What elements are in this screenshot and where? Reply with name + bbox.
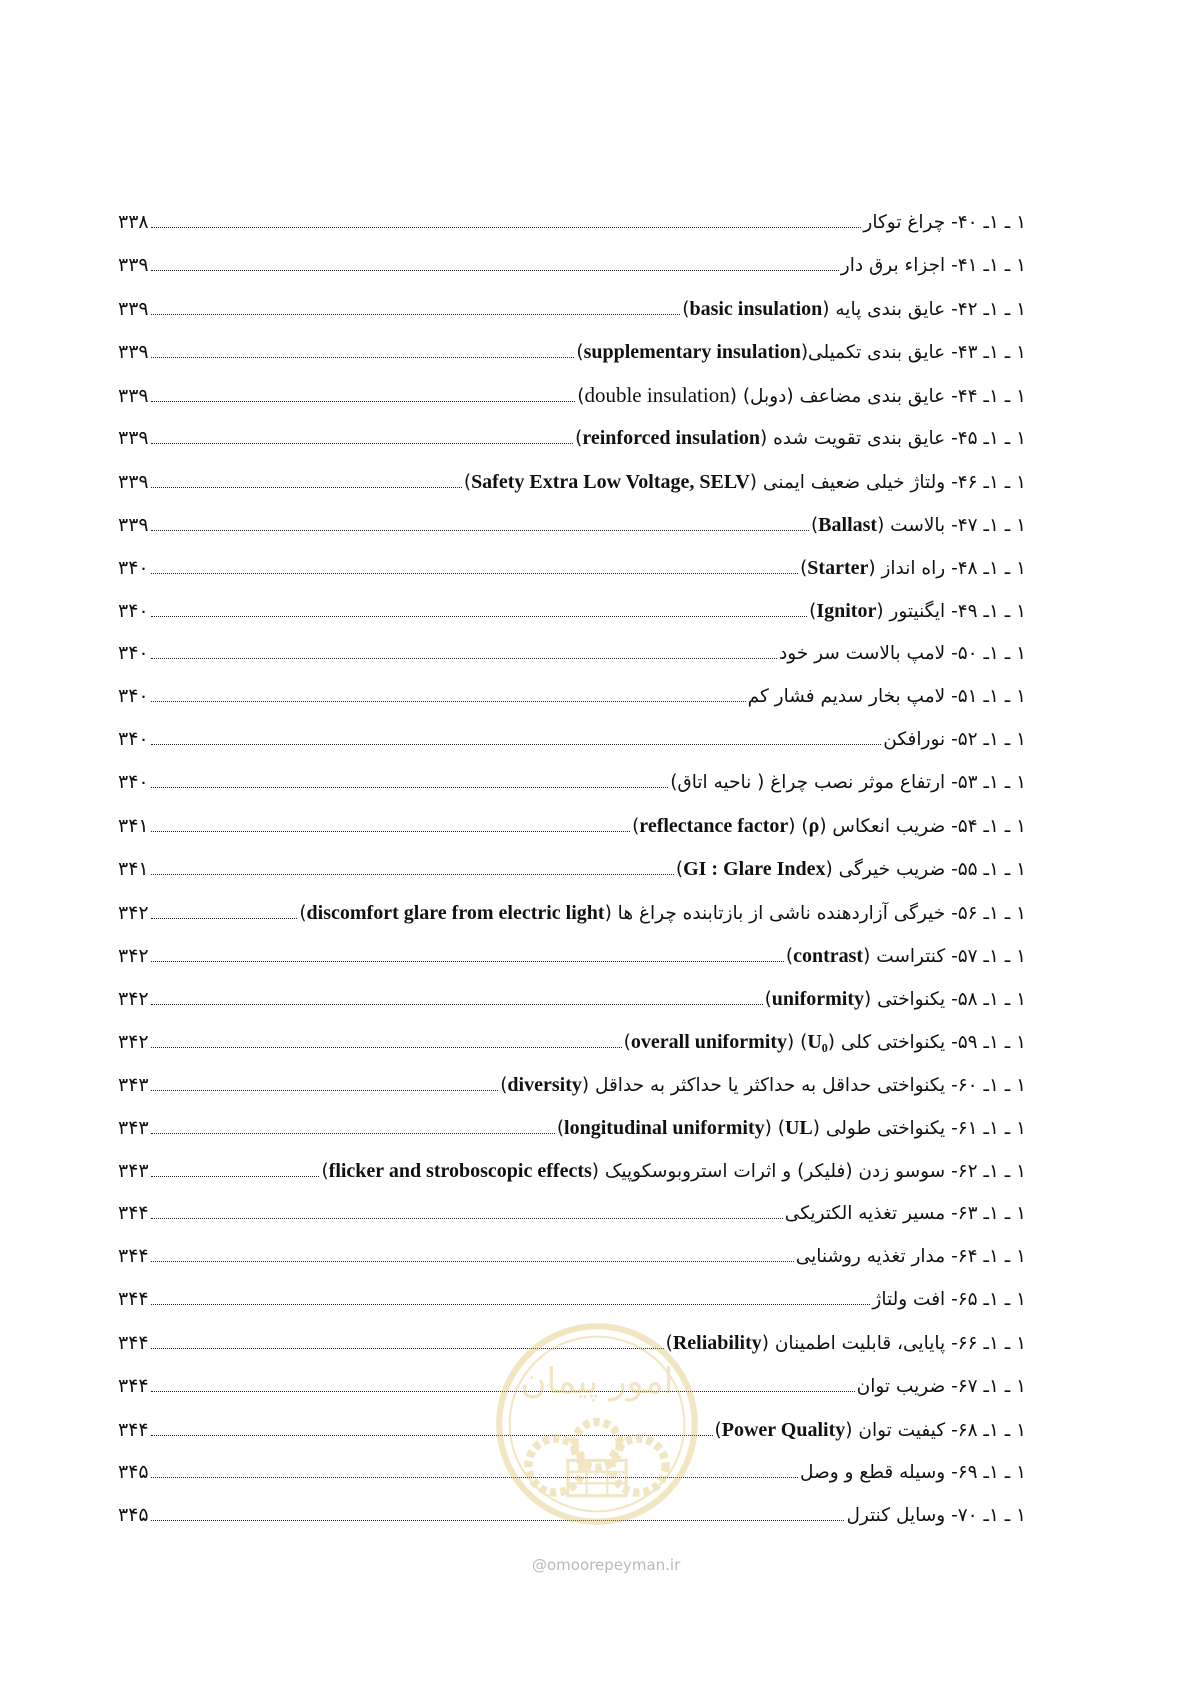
toc-entry-title xyxy=(575,428,1026,449)
dot-leader xyxy=(151,1217,783,1219)
toc-entry-text: ) xyxy=(714,1419,722,1441)
toc-entry-english-term: overall uniformity xyxy=(630,1030,787,1053)
toc-page-number: ۳۴۲ xyxy=(118,901,149,924)
toc-entry-english-term: reflectance factor xyxy=(639,815,789,838)
dot-leader xyxy=(151,1046,622,1048)
toc-entry-title xyxy=(557,1118,1026,1139)
toc-entry-text: نورافکن xyxy=(883,729,952,751)
toc-entry-title xyxy=(676,859,1026,880)
toc-entry-title xyxy=(841,257,1026,276)
toc-entry-number: ۱ ـ ۱ـ ۶۹- xyxy=(951,1461,1026,1483)
toc-entry-text: ) xyxy=(810,514,819,536)
toc-entry-text: چراغ توکار xyxy=(863,212,952,233)
toc-page-number: ۳۴۲ xyxy=(118,1030,149,1053)
toc-entry[interactable] xyxy=(118,299,1026,342)
toc-entry-number: ۱ ـ ۱ـ ۴۹- xyxy=(951,600,1026,622)
toc-entry-title xyxy=(856,1375,1026,1397)
toc-entry-text: ) xyxy=(575,428,583,450)
dot-leader xyxy=(151,615,807,617)
toc-entry[interactable] xyxy=(118,601,1026,644)
toc-entry-english-term: Safety Extra Low Voltage, SELV xyxy=(471,470,750,493)
toc-entry[interactable] xyxy=(118,256,1026,299)
toc-entry[interactable] xyxy=(118,816,1026,859)
toc-page-number: ۳۴۱ xyxy=(118,858,149,881)
toc-entry-english-term: uniformity xyxy=(771,987,864,1010)
toc-entry-number: ۱ ـ ۱ـ ۶۷- xyxy=(951,1375,1026,1397)
dot-leader xyxy=(151,1132,555,1134)
dot-leader xyxy=(151,442,574,444)
dot-leader xyxy=(151,786,669,788)
toc-entry-text: ضریب خیرگی ( xyxy=(825,859,952,881)
toc-entry-number: ۱ ـ ۱ـ ۴۰- xyxy=(951,212,1026,233)
toc-entry-number: ۱ ـ ۱ـ ۶۲- xyxy=(951,1161,1026,1183)
toc-entry-text: ) xyxy=(665,1333,673,1355)
toc-page-number: ۳۴۰ xyxy=(118,728,149,751)
toc-entry-title xyxy=(786,946,1026,967)
toc-entry-text: ) xyxy=(299,902,307,924)
toc-entry-title xyxy=(765,989,1026,1010)
toc-entry-number: ۱ ـ ۱ـ ۶۰- xyxy=(951,1074,1026,1096)
toc-entry-text: ولتاژ خیلی ضعیف ایمنی ( xyxy=(749,471,952,493)
dot-leader xyxy=(151,486,462,488)
toc-entry-title xyxy=(846,1504,1026,1526)
toc-page-number: ۳۳۹ xyxy=(118,298,149,321)
dot-leader xyxy=(151,572,798,574)
toc-page-number: ۳۴۴ xyxy=(118,1245,149,1268)
toc-entry-title xyxy=(299,903,1026,924)
toc-entry-text: ارتفاع موثر نصب چراغ ( ناحیه اتاق) xyxy=(670,772,952,794)
toc-entry[interactable] xyxy=(118,903,1026,946)
toc-entry-number: ۱ ـ ۱ـ ۴۲- xyxy=(951,299,1026,321)
toc-page-number: ۳۳۸ xyxy=(118,211,149,233)
toc-entry-text: یکنواختی حداقل به حداکثر یا حداکثر به حداقل ( xyxy=(581,1074,952,1096)
toc-entry[interactable] xyxy=(118,342,1026,385)
toc-entry-number: ۱ ـ ۱ـ ۴۱- xyxy=(951,255,1026,277)
toc-entry[interactable] xyxy=(118,773,1026,816)
toc-entry-number: ۱ ـ ۱ـ ۴۳- xyxy=(951,342,1026,364)
toc-entry-title xyxy=(576,342,1026,363)
toc-entry-title xyxy=(800,1461,1026,1483)
dot-leader xyxy=(151,529,809,531)
toc-page-number: ۳۳۹ xyxy=(118,470,149,493)
toc-entry-text: ) xyxy=(785,945,794,967)
toc-entry-title xyxy=(715,1420,1026,1441)
toc-entry-number: ۱ ـ ۱ـ ۶۶- xyxy=(951,1333,1026,1355)
toc-entry-text: کیفیت توان ( xyxy=(845,1419,952,1441)
dot-leader xyxy=(151,700,746,702)
toc-entry-text: عایق بندی تقویت شده ( xyxy=(759,428,952,450)
dot-leader xyxy=(151,313,681,315)
toc-entry-number: ۱ ـ ۱ـ ۶۸- xyxy=(951,1419,1026,1441)
toc-entry[interactable] xyxy=(118,1075,1026,1118)
toc-entry-number: ۱ ـ ۱ـ ۵۰- xyxy=(951,642,1026,664)
toc-entry-english-term: Ballast xyxy=(818,513,878,536)
toc-entry-text: ) xyxy=(800,557,808,579)
toc-entry[interactable] xyxy=(118,1118,1026,1161)
toc-entry-english-term: contrast xyxy=(793,944,864,967)
toc-entry-number: ۱ ـ ۱ـ ۵۵- xyxy=(951,859,1026,881)
toc-entry-title xyxy=(872,1291,1026,1310)
toc-entry-text: عایق بندی تکمیلی( xyxy=(800,342,952,364)
toc-page-number: ۳۴۵ xyxy=(118,1460,149,1483)
toc-entry-text: ) xyxy=(682,299,690,321)
dot-leader xyxy=(151,1303,871,1305)
toc-entry-text: عایق بندی مضاعف (دوبل) ( xyxy=(729,386,952,408)
toc-page-number: ۳۴۳ xyxy=(118,1116,149,1139)
dot-leader xyxy=(151,743,882,745)
dot-leader xyxy=(151,830,630,832)
toc-page-number: ۳۳۹ xyxy=(118,513,149,536)
toc-entry[interactable] xyxy=(118,515,1026,558)
toc-entry-text: ضریب توان xyxy=(856,1375,952,1397)
toc-entry-number: ۱ ـ ۱ـ ۴۷- xyxy=(951,514,1026,536)
toc-entry-english-term: UL xyxy=(784,1116,813,1139)
toc-entry-text: ) xyxy=(321,1161,329,1183)
toc-entry[interactable] xyxy=(118,859,1026,902)
toc-entry-text: اجزاء برق دار xyxy=(840,255,952,277)
toc-entry[interactable] xyxy=(118,1032,1026,1075)
toc-entry-text: کنتراست ( xyxy=(863,945,952,967)
toc-entry[interactable] xyxy=(118,472,1026,515)
toc-page-number: ۳۴۲ xyxy=(118,987,149,1010)
toc-entry-text: ) ( xyxy=(764,1117,785,1139)
toc-entry[interactable] xyxy=(118,730,1026,773)
toc-entry-title xyxy=(778,642,1026,664)
toc-entry-english-term: flicker and stroboscopic effects xyxy=(328,1160,592,1183)
dot-leader xyxy=(151,269,839,271)
toc-entry-title xyxy=(748,688,1026,707)
dot-leader xyxy=(151,1003,763,1005)
toc-page-number: ۳۴۳ xyxy=(118,1073,149,1096)
toc-entry-number: ۱ ـ ۱ـ ۵۹- xyxy=(951,1031,1026,1053)
toc-entry-number: ۱ ـ ۱ـ ۴۵- xyxy=(951,428,1026,450)
toc-page-number: ۳۳۹ xyxy=(118,427,149,450)
toc-entry-text: یکنواختی طولی ( xyxy=(812,1117,952,1139)
toc-entry-number: ۱ ـ ۱ـ ۵۸- xyxy=(951,988,1026,1010)
toc-entry-number: ۱ ـ ۱ـ ۵۶- xyxy=(951,902,1026,924)
toc-entry-title xyxy=(682,299,1026,320)
toc-page-number: ۳۴۰ xyxy=(118,556,149,579)
watermark-logo-icon xyxy=(493,1320,701,1528)
toc-entry-title xyxy=(666,1333,1026,1354)
toc-entry-title xyxy=(321,1161,1026,1182)
dot-leader xyxy=(151,1260,794,1262)
toc-entry-english-term: Power Quality xyxy=(721,1418,846,1441)
toc-entry[interactable] xyxy=(118,385,1026,428)
toc-entry-text: ) xyxy=(463,471,472,493)
toc-entry-english-term: Ignitor xyxy=(816,599,877,622)
toc-entry-text: ) xyxy=(500,1074,508,1096)
toc-entry-text: ) xyxy=(764,988,772,1010)
toc-entry-english-term: Reliability xyxy=(672,1332,762,1355)
toc-page-number: ۳۴۳ xyxy=(118,1160,149,1183)
toc-entry-english-term: basic insulation xyxy=(689,298,823,321)
toc-page-number: ۳۴۲ xyxy=(118,944,149,967)
toc-entry-text: ایگنیتور ( xyxy=(876,600,952,622)
toc-entry-text: پایایی، قابلیت اطمینان ( xyxy=(761,1333,952,1355)
toc-entry[interactable] xyxy=(118,1204,1026,1247)
toc-page-number: ۳۴۰ xyxy=(118,771,149,794)
toc-entry-english-term: discomfort glare from electric light xyxy=(306,901,605,924)
toc-entry-text: افت ولتاژ xyxy=(872,1289,952,1311)
toc-entry-text: ) xyxy=(556,1117,565,1139)
toc-entry-text: ) xyxy=(632,816,640,838)
dot-leader xyxy=(151,1089,499,1091)
toc-entry-number: ۱ ـ ۱ـ ۵۳- xyxy=(951,772,1026,794)
toc-entry-number: ۱ ـ ۱ـ ۶۱- xyxy=(951,1117,1026,1139)
toc-page-number: ۳۴۵ xyxy=(118,1503,149,1526)
toc-entry-text: یکنواختی کلی ( xyxy=(827,1031,952,1053)
toc-entry-text: یکنواختی ( xyxy=(864,988,952,1010)
toc-entry-text: وسایل کنترل xyxy=(846,1504,952,1526)
dot-leader xyxy=(151,226,862,228)
dot-leader xyxy=(151,400,576,402)
toc-page-number: ۳۳۹ xyxy=(118,341,149,364)
toc-entry-number: ۱ ـ ۱ـ ۴۸- xyxy=(951,557,1026,579)
toc-entry-number: ۱ ـ ۱ـ ۵۴- xyxy=(951,816,1026,838)
toc-entry[interactable] xyxy=(118,213,1026,256)
toc-entry-text: ضریب انعکاس ( xyxy=(819,816,952,838)
toc-entry-text: لامپ بخار سدیم فشار کم xyxy=(747,686,952,708)
toc-page-number: ۳۴۴ xyxy=(118,1288,149,1311)
toc-entry-title xyxy=(464,472,1026,493)
dot-leader xyxy=(151,960,784,962)
toc-entry-title xyxy=(809,601,1026,622)
toc-entry-english-term: supplementary insulation xyxy=(583,341,801,364)
toc-entry-title xyxy=(577,385,1026,407)
toc-entry-title xyxy=(670,774,1026,793)
toc-entry[interactable] xyxy=(118,946,1026,989)
toc-entry-number: ۱ ـ ۱ـ ۵۷- xyxy=(951,945,1026,967)
toc-entry-text: وسیله قطع و وصل xyxy=(800,1461,952,1483)
toc-entry-text: لامپ بالاست سر خود xyxy=(778,642,952,664)
toc-entry-text: ) xyxy=(675,859,684,881)
toc-entry-english-term: GI : Glare Index xyxy=(683,858,826,881)
toc-entry[interactable] xyxy=(118,558,1026,601)
toc-entry-number: ۱ ـ ۱ـ ۵۱- xyxy=(951,686,1026,708)
toc-entry-number: ۱ ـ ۱ـ ۶۵- xyxy=(951,1289,1026,1311)
toc-entry-text: عایق بندی پایه ( xyxy=(822,299,952,321)
toc-entry-title xyxy=(863,214,1026,233)
toc-page-number: ۳۴۴ xyxy=(118,1374,149,1397)
toc-entry-text: ) xyxy=(577,386,585,408)
dot-leader xyxy=(151,873,674,875)
toc-entry-english-term: Starter xyxy=(807,556,869,579)
toc-entry[interactable] xyxy=(118,687,1026,730)
toc-entry-number: ۱ ـ ۱ـ ۷۰- xyxy=(951,1504,1026,1526)
dot-leader xyxy=(151,917,298,919)
toc-entry-english-term: ρ xyxy=(808,815,820,838)
toc-entry-number: ۱ ـ ۱ـ ۶۳- xyxy=(951,1203,1026,1225)
dot-leader xyxy=(151,1175,320,1177)
toc-entry[interactable] xyxy=(118,428,1026,471)
toc-entry[interactable] xyxy=(118,1161,1026,1204)
toc-entry-number: ۱ ـ ۱ـ ۴۶- xyxy=(951,471,1026,493)
watermark-handle: @omoorepeyman.ir xyxy=(532,1556,681,1574)
toc-entry-title xyxy=(811,515,1026,536)
toc-entry[interactable] xyxy=(118,989,1026,1032)
dot-leader xyxy=(151,657,777,659)
toc-entry-text: ) xyxy=(623,1031,631,1053)
toc-entry-english-term: double insulation xyxy=(584,383,730,408)
toc-entry-title xyxy=(624,1032,1026,1053)
toc-entry-title xyxy=(800,558,1026,579)
toc-page-number: ۳۳۹ xyxy=(118,254,149,277)
toc-entry[interactable] xyxy=(118,1247,1026,1290)
toc-entry-text: ) xyxy=(809,600,817,622)
toc-page-number: ۳۴۱ xyxy=(118,815,149,838)
toc-entry-text: راه انداز ( xyxy=(868,557,952,579)
toc-entry-title xyxy=(632,816,1026,837)
toc-entry-title xyxy=(883,731,1026,750)
toc-entry-text: مدار تغذیه روشنایی xyxy=(795,1246,952,1268)
toc-entry-text: بالاست ( xyxy=(877,514,952,536)
toc-entry-number: ۱ ـ ۱ـ ۶۴- xyxy=(951,1246,1026,1268)
toc-entry-title xyxy=(785,1205,1026,1224)
toc-entry-title xyxy=(500,1075,1026,1096)
toc-page-number: ۳۴۴ xyxy=(118,1202,149,1225)
toc-entry-english-term: diversity xyxy=(507,1073,582,1096)
toc-entry[interactable] xyxy=(118,641,1026,687)
toc-page-number: ۳۴۰ xyxy=(118,685,149,708)
toc-entry-text: سوسو زدن (فلیکر) و اثرات استروبوسکوپیک ( xyxy=(591,1161,952,1183)
toc-page-number: ۳۴۰ xyxy=(118,641,149,664)
svg-text:امور پیمان: امور پیمان xyxy=(520,1360,674,1402)
toc-entry-english-term: reinforced insulation xyxy=(582,427,760,450)
toc-page-number: ۳۳۹ xyxy=(118,385,149,408)
toc-entry-english-term: U₀ xyxy=(807,1030,828,1053)
toc-entry-title xyxy=(796,1248,1026,1267)
toc-entry-number: ۱ ـ ۱ـ ۵۲- xyxy=(951,729,1026,751)
toc-entry-text: ) ( xyxy=(786,1031,808,1053)
toc-entry-text: مسیر تغذیه الکتریکی xyxy=(784,1203,952,1225)
toc-page-number: ۳۴۰ xyxy=(118,599,149,622)
toc-entry-text: خیرگی آزاردهنده ناشی از بازتابنده چراغ ها ( xyxy=(604,902,952,924)
toc-entry-number: ۱ ـ ۱ـ ۴۴- xyxy=(951,386,1026,408)
toc-entry-text: ) xyxy=(576,342,584,364)
toc-page-number: ۳۴۴ xyxy=(118,1418,149,1441)
dot-leader xyxy=(151,356,575,358)
toc-page-number: ۳۴۴ xyxy=(118,1332,149,1355)
toc-entry-english-term: longitudinal uniformity xyxy=(564,1116,765,1139)
toc-entry-text: ) ( xyxy=(788,816,809,838)
